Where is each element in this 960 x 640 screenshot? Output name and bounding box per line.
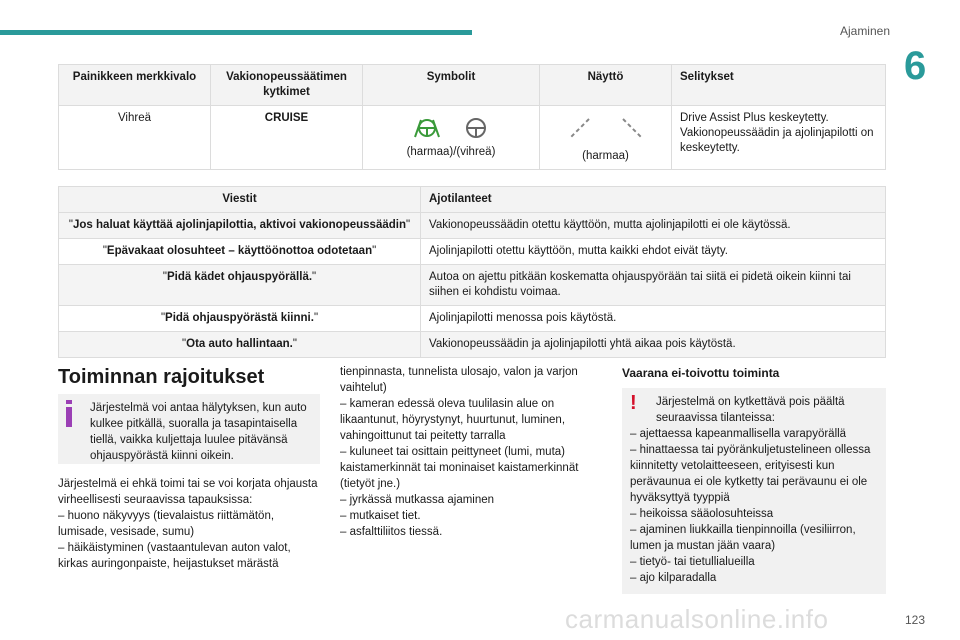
situation-cell: Ajolinjapilotti otettu käyttöön, mutta kaikki ehdot eivät täyty. [421,239,886,265]
list-item: – kuluneet tai osittain peittyneet (lumi, muta) kaistamerkinnät tai moninaiset kaistamerkinnät (tietyöt jne.) [340,446,579,490]
page-title: Toiminnan rajoitukset [58,366,265,388]
column-1 [58,476,320,572]
section-title: Ajaminen [839,24,890,38]
col1-intro: Järjestelmä ei ehkä toimi tai se voi korjata ohjausta virheellisesti seuraavissa tapauksissa: [58,478,318,506]
warning-box [622,388,886,594]
situation-cell: Ajolinjapilotti menossa pois käytöstä. [421,306,886,332]
cell-symbols [363,106,540,170]
list-item: – häikäistyminen (vastaantulevan auton valot, kirkas auringonpaiste, heijastukset märästä [58,542,291,570]
col-header-messages: Viestit [59,187,421,213]
message-cell: "Jos haluat käyttää ajolinjapilottia, aktivoi vakionopeussäädin" [59,213,421,239]
table-row [59,239,886,265]
list-item: – ajaminen liukkailla tienpinnoilla (vesiliirron, lumen ja mustan jään vaara) [630,524,856,552]
message-cell: "Epävakaat olosuhteet – käyttöönottoa odotetaan" [59,239,421,265]
message-cell: "Pidä ohjauspyörästä kiinni." [59,306,421,332]
list-item: – tietyö- tai tietullialueilla [630,556,755,568]
col2-continuation: tienpinnasta, tunnelista ulosajo, valon ja varjon vaihtelut) [340,366,578,394]
cell-control: CRUISE [211,106,363,170]
situation-cell: Vakionopeussäädin otettu käyttöön, mutta ajolinjapilotti ei ole käytössä. [421,213,886,239]
table-row [59,306,886,332]
cell-display [540,106,672,170]
lane-lines-grey-icon [548,117,663,139]
list-item: – huono näkyvyys (tievalaistus riittämätön, lumisade, vesisade, sumu) [58,510,275,538]
column-2 [340,364,602,540]
table-row [59,213,886,239]
col-header-light: Painikkeen merkkivalo [59,65,211,106]
table-row [59,332,886,358]
list-item: – jyrkässä mutkassa ajaminen [340,494,495,506]
header-accent-bar [0,30,472,35]
situation-cell: Vakionopeussäädin ja ajolinjapilotti yhtä aikaa pois käytöstä. [421,332,886,358]
info-note-text: Järjestelmä voi antaa hälytyksen, kun auto kulkee pitkällä, suoralla ja tasapintaisella tiellä, vaikka kuljettaja luulee pitävänsä ohjauspyörästä kiinni oikein. [90,402,307,462]
col-header-explanation: Selitykset [672,65,886,106]
page-number: 123 [905,613,926,627]
list-item: – ajettaessa kapeanmallisella varapyörällä [630,428,847,440]
col-header-controls: Vakionopeussäätimen kytkimet [211,65,363,106]
col-header-display: Näyttö [540,65,672,106]
chapter-number: 6 [904,44,927,88]
list-item: – ajo kilparadalla [630,572,717,584]
steering-wheel-grey-icon [463,117,489,139]
col-header-symbols: Symbolit [363,65,540,106]
list-item: – hinattaessa tai pyöränkuljetustelineen ollessa kiinnitetty vetolaitteeseen, erityisesti kun perävaunua ei ole kytketty tai perävaunu ei ole hyväksyttyä tyyppiä [630,444,871,504]
message-cell: "Pidä kädet ohjauspyörällä." [59,265,421,306]
warning-icon: ! [630,392,637,414]
display-caption: (harmaa) [582,150,629,162]
situation-cell: Autoa on ajettu pitkään koskematta ohjauspyörään tai siitä ei pidetä oikein kiinni tai siihen ei kohdistu voimaa. [421,265,886,306]
cell-explanation: Drive Assist Plus keskeytetty. Vakionopeussäädin ja ajolinjapilotti on keskeytetty. [672,106,886,170]
list-item: – heikoissa sääolosuhteissa [630,508,774,520]
list-item: – asfalttiliitos tiessä. [340,526,443,538]
table-row [59,265,886,306]
lane-assist-green-icon [413,117,441,139]
cell-light: Vihreä [59,106,211,170]
info-icon [64,398,74,428]
symbols-caption: (harmaa)/(vihreä) [406,146,496,158]
watermark: carmanualsonline.info [565,604,829,634]
warning-intro: Järjestelmä on kytkettävä pois päältä seuraavissa tilanteissa: [656,396,845,424]
cruise-status-table [58,64,886,170]
list-item: – kameran edessä oleva tuulilasin alue on likaantunut, höyrystynyt, huurtunut, luminen, vahingoittunut tai peitetty tarralla [340,398,566,442]
info-note [58,394,320,464]
list-item: – mutkaiset tiet. [340,510,421,522]
warning-heading: Vaarana ei-toivottu toiminta [622,366,780,380]
messages-table [58,186,886,358]
col-header-situations: Ajotilanteet [421,187,886,213]
message-cell: "Ota auto hallintaan." [59,332,421,358]
